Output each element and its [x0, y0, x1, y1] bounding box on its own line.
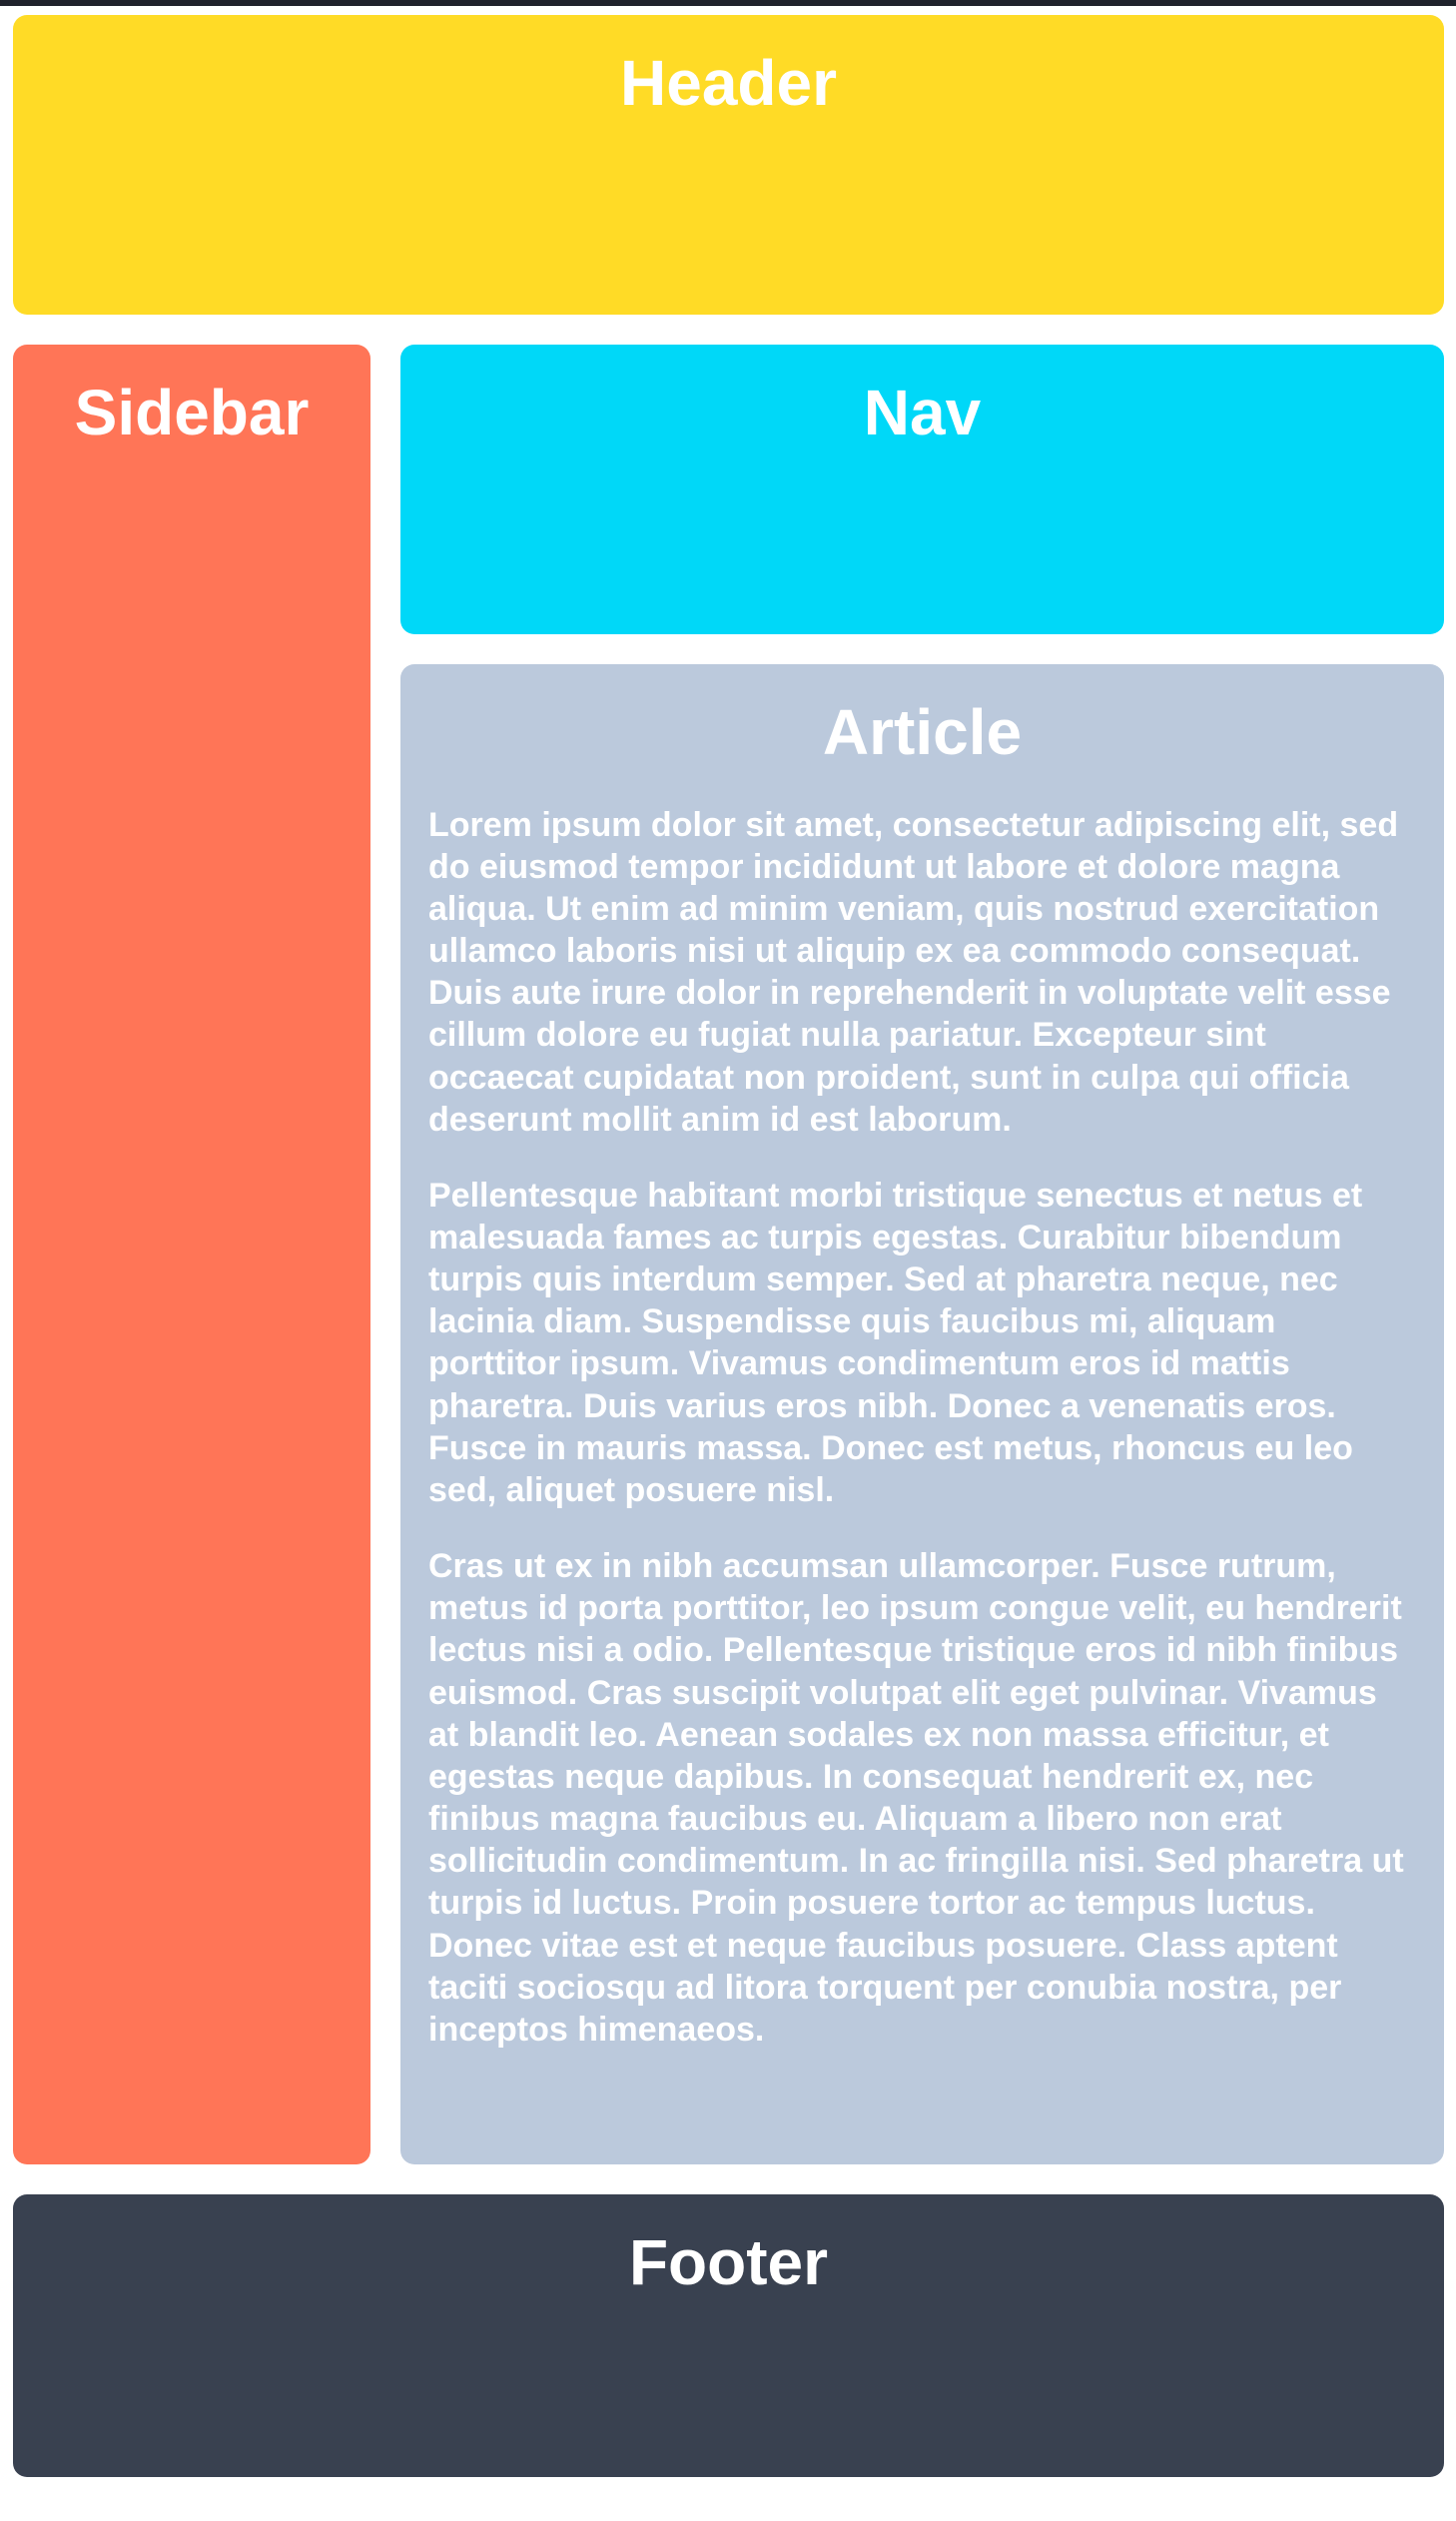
- header-region: [13, 15, 1444, 315]
- article-region: [400, 664, 1444, 2164]
- article-paragraph: Pellentesque habitant morbi tristique senectus et netus et malesuada fames ac turpis egestas. Curabitur bibendum turpis quis interdum semper. Sed at pharetra neque, nec lacinia diam. Suspendisse quis faucibus mi, aliquam porttitor ipsum. Vivamus condimentum eros id mattis pharetra. Duis varius eros nibh. Donec a venenatis eros. Fusce in mauris massa. Donec est metus, rhoncus eu leo sed, aliquet posuere nisl.: [428, 1176, 1363, 1509]
- nav-title: Nav: [863, 377, 982, 448]
- nav-region: [400, 345, 1444, 634]
- article-paragraph: Lorem ipsum dolor sit amet, consectetur adipiscing elit, sed do eiusmod tempor incididunt ut labore et dolore magna aliqua. Ut enim ad minim veniam, quis nostrud exercitation ullamco laboris nisi ut aliquip ex ea commodo consequat. Duis aute irure dolor in reprehenderit in voluptate velit esse cillum dolore eu fugiat nulla pariatur. Excepteur sint occaecat cupidatat non proident, sunt in culpa qui officia deserunt mollit anim id est laborum.: [428, 805, 1399, 1139]
- footer-title: Footer: [628, 2226, 829, 2298]
- article-paragraph: Cras ut ex in nibh accumsan ullamcorper. Fusce rutrum, metus id porta porttitor, leo ipsum congue velit, eu hendrerit lectus nisi a odio. Pellentesque tristique eros id nibh finibus euismod. Cras suscipit volutpat elit eget pulvinar. Vivamus at blandit leo. Aenean sodales ex non massa efficitur, et egestas neque dapibus. In consequat hendrerit ex, nec finibus magna faucibus eu. Aliquam a libero non erat sollicitudin condimentum. In ac fringilla nisi. Sed pharetra ut turpis id luctus. Proin posuere tortor ac tempus luctus. Donec vitae est et neque faucibus posuere. Class aptent taciti sociosqu ad litora torquent per conubia nostra, per inceptos himenaeos.: [428, 1547, 1404, 2049]
- sidebar-title: Sidebar: [74, 377, 310, 448]
- grid-layout: [0, 6, 1456, 2477]
- header-title: Header: [620, 47, 837, 119]
- article-title: Article: [822, 696, 1023, 768]
- sidebar-region: [13, 345, 370, 2164]
- footer-region: [13, 2194, 1444, 2477]
